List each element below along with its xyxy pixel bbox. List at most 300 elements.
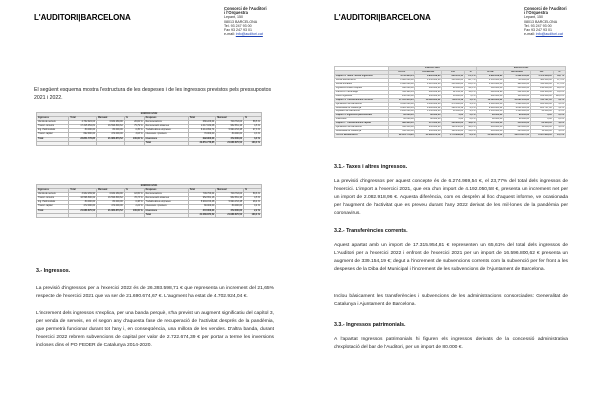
table-cell: 9.001.003,62	[504, 106, 531, 110]
table-cell: 692.900,00	[69, 133, 97, 137]
table-cell: 2,24 %	[124, 205, 144, 209]
table-cell: 21.080.870,52	[97, 209, 125, 213]
table-cell: 719.154,19	[442, 98, 465, 102]
table-cell: 4,3 %	[464, 98, 476, 102]
org-line: Lepant, 150	[224, 15, 243, 20]
table-cell: Ing. Patrimonials	[37, 201, 69, 205]
column-header: ANTERIOR	[504, 70, 531, 74]
table-cell: Remuneració sistemes	[144, 125, 188, 129]
column-header: Total	[188, 117, 216, 121]
table-cell: 350.000,00	[504, 86, 531, 90]
table-cell: 16.081.003,62	[504, 98, 531, 102]
table-cell: 730.000,00	[504, 78, 531, 82]
table-cell: 11.000,00	[530, 126, 553, 130]
table-cell: 80.000,00	[97, 129, 125, 133]
table-cell: 80.000,00	[504, 114, 531, 118]
table-cell: 59,7 %	[553, 74, 565, 78]
table-cell: 5.994.153,48	[188, 201, 216, 205]
table-cell: 22.851.778,85	[388, 134, 415, 138]
org-line: i l'Orquestra	[524, 10, 548, 16]
table-cell: 330.000,00	[442, 78, 465, 82]
table-cell: 472.000,00	[97, 205, 125, 209]
table-cell: Remuneracions	[144, 193, 188, 197]
org-address-block	[224, 7, 298, 36]
table-cell: 80.000,00	[388, 114, 415, 118]
table-cell: 1.510.000,00	[415, 82, 442, 86]
table-cell: Total	[144, 213, 188, 217]
table-cell: Remuneració sistemes	[144, 197, 188, 201]
table-cell: 57,5 %	[553, 78, 565, 82]
column-header: Mensual	[97, 189, 125, 193]
budget-table-2021	[36, 184, 262, 218]
table-cell: 4,3 %	[464, 106, 476, 110]
table-cell: 210.000,00	[530, 86, 553, 90]
table-cell: 2,2 %	[244, 209, 262, 213]
table-cell: 100,00 %	[124, 209, 144, 213]
table-cell: 420.000,00	[530, 78, 553, 82]
column-header: Mensual	[216, 117, 244, 121]
table-cell: 14,3 %	[464, 86, 476, 90]
table-cell: 4,5 %	[244, 125, 262, 129]
paragraph: A l'apartat Ingressos patrimonials hi figuren els ingressos derivats de la concessió administrativa d'explotació del bar de l'Auditori, per un import de 80.000 €.	[334, 337, 568, 351]
table-cell: 10,5 %	[553, 134, 565, 138]
table-cell: Total	[37, 209, 69, 213]
table-cell: Generalitat de Catalunya	[335, 106, 389, 110]
table-cell: 450.000,00	[504, 122, 531, 126]
table-cell: 28,4 %	[244, 201, 262, 205]
table-cell: 952.651,16	[216, 197, 244, 201]
table-cell: 58,5 %	[244, 121, 262, 125]
column-header: CH.	[442, 70, 465, 74]
table-cell: Interessos i préstecs	[144, 205, 188, 209]
table-cell: Patrocini i mecenatge	[335, 90, 389, 94]
table-cell: 7,8 %	[464, 94, 476, 98]
table-cell: 4,5 %	[553, 110, 565, 114]
org-email-line	[224, 32, 298, 36]
column-header: Total	[69, 117, 97, 121]
table-cell: 21.080.870,52	[188, 213, 216, 217]
table-cell: Ingressos cessió d'espais	[335, 86, 389, 90]
table-cell: Capítol 4. Transferències corrents	[335, 98, 389, 102]
table-cell: 42,6 %	[464, 126, 476, 130]
table-cell: 16.596.800,62	[69, 197, 97, 201]
table-cell: 560.000,00	[477, 86, 504, 90]
table-cell: 80.000,00	[442, 86, 465, 90]
table-cell: 312.003,90	[504, 90, 531, 94]
table-cell: 57,3 %	[553, 82, 565, 86]
table-cell: 1.510.000,00	[477, 82, 504, 86]
table-cell: 250.000,00	[388, 94, 415, 98]
table-cell: 1.150.000,00	[477, 78, 504, 82]
column-header: Total	[69, 189, 97, 193]
table-cell: 1.770.908,33	[442, 134, 465, 138]
table-cell: 225.000,00	[504, 126, 531, 130]
table-cell: 80.000,00	[504, 118, 531, 122]
table-cell: Capítol 7. Transferències capital	[335, 122, 389, 126]
table-cell: Diputació de Barcelona	[335, 110, 389, 114]
table-group-row	[335, 134, 566, 138]
table-cell: 236.000,00	[415, 130, 442, 134]
table-cell: 6.160.000,00	[477, 102, 504, 106]
table-cell	[97, 141, 125, 145]
table-row	[37, 213, 262, 217]
table-cell	[69, 213, 97, 217]
table-cell: 78,73 %	[124, 197, 144, 201]
table-cell: 472.000,00	[97, 133, 125, 137]
paragraph: La previsió d'ingressos per a l'exercici 2022 és de 26.393.598,71 € que representa un increment del 21,65% respecte de l'exercici 2021 que va ser de 21.690.674,67 €. L'augment ha estat de 4.702.924,04 €.	[36, 286, 274, 300]
table-cell: 80.000,00	[97, 201, 125, 205]
table-cell: 16.596.800,62	[97, 197, 125, 201]
column-header: %	[553, 70, 565, 74]
table-cell: 952.651,16	[216, 125, 244, 129]
table-cell: 100.450,00	[442, 126, 465, 130]
table-cell: 225.000,00	[504, 130, 531, 134]
table-cell: 3,0 %	[244, 137, 262, 141]
table-cell: 52.654,14	[442, 90, 465, 94]
table-cell: 472.000,00	[216, 209, 244, 213]
table-cell: 1.150.000,00	[415, 110, 442, 114]
table-cell: 236.000,00	[477, 126, 504, 130]
table-cell: Ajuntament de Barcelona	[335, 126, 389, 130]
table-cell: 3.932.269,90	[477, 74, 504, 78]
table-title: EXERCICI 2021	[37, 185, 262, 189]
table-cell: 23,2 %	[464, 82, 476, 86]
table-cell: 80.000,00	[477, 118, 504, 122]
table-cell: 1.150.000,00	[415, 78, 442, 82]
section-title: 3.- Ingressos.	[36, 268, 71, 274]
table-cell: 3,03 %	[124, 133, 144, 137]
table-cell: 472.000,00	[415, 122, 442, 126]
table-cell: 120.450,00	[442, 130, 465, 134]
table-cell: 16.596.800,62	[477, 98, 504, 102]
table-cell	[37, 141, 69, 145]
table-cell: 6.430.000,00	[388, 102, 415, 106]
table-cell: 515.797,00	[530, 98, 553, 102]
table-cell: 168.266,00	[530, 90, 553, 94]
org-email-line	[524, 32, 598, 36]
table-cell: 5.994.153,48	[216, 129, 244, 133]
table-cell: 59,6 %	[244, 193, 262, 197]
table-cell: Venda abonaments	[335, 78, 389, 82]
table-cell: 285.797,00	[530, 106, 553, 110]
column-header: %	[244, 117, 262, 121]
table-cell: Ing. Patrimonials	[37, 129, 69, 133]
org-line: Consorci de l'Auditori	[524, 6, 567, 11]
table-cell: 532.924,04	[388, 90, 415, 94]
org-line: Tel. 93 247 93 00	[524, 23, 552, 28]
table-cell: 5.980.000,00	[504, 102, 531, 106]
email-label: e-mail:	[524, 32, 535, 37]
table-cell: 232.000,00	[415, 94, 442, 98]
table-cell: 16.596.800,62	[97, 125, 125, 129]
table-cell: Altres ingressos	[335, 94, 389, 98]
column-header: %	[244, 189, 262, 193]
table-cell: Interessos	[335, 118, 389, 122]
table-cell: 952.651,16	[188, 197, 216, 201]
column-header: ANTERIOR	[415, 70, 442, 74]
table-cell: 4,9 %	[553, 122, 565, 126]
table-cell: 0,00	[442, 118, 465, 122]
table-cell: 1.480.000,00	[388, 78, 415, 82]
table-cell: 830.654,14	[442, 74, 465, 78]
table-cell: 1.200.000,00	[388, 110, 415, 114]
table-cell: Generalitat de Catalunya	[335, 130, 389, 134]
table-cell: 4,9 %	[553, 126, 565, 130]
column-header: Mensual	[216, 189, 244, 193]
table-cell: 180.000,00	[530, 102, 553, 106]
table-cell: 20,84 %	[124, 121, 144, 125]
table-cell: Total	[37, 137, 69, 141]
table-cell: 11,0 %	[464, 90, 476, 94]
logo: L'AUDITORI|BARCELONA	[34, 13, 131, 22]
table-cell	[37, 213, 69, 217]
table-cell: 232.000,00	[477, 94, 504, 98]
table-cell: 17.315.954,81	[69, 125, 97, 129]
table-cell: 53,9 %	[553, 90, 565, 94]
table-cell: 21.080.870,52	[216, 213, 244, 217]
column-header: %	[124, 189, 144, 193]
org-line: 08013 BARCELONA	[524, 19, 558, 24]
paragraph: Inclou bàsicament les transferències i subvencions de les administracions consorciades: Generalitat de Catalunya i Ajuntament de Barcelona.	[334, 294, 568, 308]
table-cell: 709.763,04	[216, 121, 244, 125]
table-cell: 0,0 %	[553, 118, 565, 122]
org-line: Consorci de l'Auditori	[224, 6, 267, 11]
table-cell: 80.000,00	[415, 114, 442, 118]
table-cell: 550.000,00	[530, 82, 553, 86]
table-cell: 1.860.000,00	[388, 82, 415, 86]
table-cell: 0,00	[530, 118, 553, 122]
table-cell: 960.000,00	[504, 82, 531, 86]
table-cell: 17.315.954,81	[388, 98, 415, 102]
table-cell: 236.000,00	[477, 130, 504, 134]
table-cell: 0,4 %	[244, 205, 262, 209]
email-label: e-mail:	[224, 32, 235, 37]
table-cell: Venda de serveis	[37, 121, 69, 125]
table-cell: 336.450,00	[388, 126, 415, 130]
logo: L'AUDITORI|BARCELONA	[334, 13, 431, 22]
table-cell: 270.000,00	[442, 102, 465, 106]
table-cell: 80.000,00	[388, 118, 415, 122]
table-cell: Capítol 5. Ingressos patrimonials	[335, 114, 389, 118]
table-cell: Treballs altres empreses	[144, 201, 188, 205]
org-line: 08013 BARCELONA	[224, 19, 258, 24]
table-cell: 21.080.870,52	[69, 209, 97, 213]
table-cell: Venda de serveis	[37, 193, 69, 197]
table-cell: 16.596.800,62	[415, 98, 442, 102]
table-cell: 51,0 %	[464, 130, 476, 134]
org-line: Fax 93 247 93 01	[524, 28, 552, 33]
table-cell: 21.080.870,52	[477, 134, 504, 138]
column-header: %	[124, 117, 144, 121]
table-cell	[124, 213, 144, 217]
table-cell: 1.150.000,00	[477, 110, 504, 114]
column-header: Ingressos	[37, 189, 69, 193]
table-cell: 709.763,04	[216, 193, 244, 197]
table-cell: 220.900,00	[442, 122, 465, 126]
table-cell: 6.214.092,74	[188, 129, 216, 133]
paragraph: L'increment dels ingressos s'explica, per una banda perquè, s'ha previst un augment significatiu del capítol 3, per venda de serveis, en el segon any d'aquesta fase de recuperació de l'activitat després de la pandèmia, que permetrà funcionar durant tot l'any i, en conseqüència, una millora de les vendes. D'altra banda, durant l'exercici 2022 rebrem subvencions de capital per valor de 2.722.674,39 € per portar a terme les inversions incloses dins el PO FEDER de Catalunya 2014-2020.	[36, 311, 274, 349]
table-cell: 27,3 %	[244, 129, 262, 133]
table-cell: 472.000,00	[216, 137, 244, 141]
table-cell: 8,4 %	[464, 134, 476, 138]
table-cell: 100,0 %	[244, 141, 262, 145]
column-header: TOTAL	[477, 70, 504, 74]
table-cell: Remuneracions	[144, 121, 188, 125]
table-cell: 709.763,04	[188, 193, 216, 197]
table-cell: 472.000,00	[477, 122, 504, 126]
table-cell: 22.000,00	[530, 122, 553, 126]
table-cell: 50.000,00	[530, 110, 553, 114]
table-cell: 60,0 %	[553, 86, 565, 90]
table-cell: 236.000,00	[415, 126, 442, 130]
table-cell: 80.000,00	[69, 129, 97, 133]
table-cell: 3.932.269,90	[69, 193, 97, 197]
table-cell: 0,38 %	[124, 201, 144, 205]
table-cell: 6.160.000,00	[415, 102, 442, 106]
year-header: Exercici 2021	[477, 67, 566, 71]
table-cell: 480.269,90	[477, 90, 504, 94]
table-cell: 21,1 %	[464, 74, 476, 78]
column-header: Despeses	[144, 189, 188, 193]
table-cell: Treballs altres empreses	[144, 129, 188, 133]
table-cell: TOTAL INGRESSOS	[335, 134, 389, 138]
column-header: TOTAL	[388, 70, 415, 74]
table-cell: 46,8 %	[464, 122, 476, 126]
table-cell: 75,79 %	[124, 125, 144, 129]
table-cell: 4.762.924,04	[388, 74, 415, 78]
table-cell: 2.007.863,00	[530, 134, 553, 138]
table-cell	[124, 141, 144, 145]
table-cell: 80.000,00	[216, 133, 244, 137]
org-line: Fax 93 247 93 01	[224, 28, 252, 33]
org-address-block	[524, 7, 598, 36]
table-cell: 3,0 %	[553, 102, 565, 106]
table-cell: 0,00	[442, 114, 465, 118]
table-cell: 28,7 %	[464, 78, 476, 82]
intro-paragraph: El següent esquema mostra l'estructura de les despeses i de les ingressos previstos pels pressupostos 2021 i 2022.	[34, 87, 272, 101]
table-cell: 9.286.800,62	[415, 106, 442, 110]
table-cell: 80.000,00	[69, 201, 97, 205]
table-cell: 2.462.003,90	[504, 74, 531, 78]
table-cell: Transf. capital	[37, 205, 69, 209]
table-cell: 3,2 %	[553, 98, 565, 102]
table-cell: Transf. corrents	[37, 197, 69, 201]
table-cell: 19.073.007,52	[504, 134, 531, 138]
table-cell: 0,3 %	[244, 133, 262, 137]
table-cell: 80.000,00	[477, 114, 504, 118]
table-cell: Total	[144, 141, 188, 145]
table-cell: 3.932.269,90	[97, 193, 125, 197]
column-header: Total	[188, 189, 216, 193]
table-cell: Transf. capital	[37, 133, 69, 137]
table-cell: 9.286.800,62	[477, 106, 504, 110]
table-cell: 1.100.000,00	[504, 110, 531, 114]
table-cell: 80.000,00	[216, 205, 244, 209]
table-cell: 9.685.954,81	[388, 106, 415, 110]
table-cell: 0,0 %	[553, 114, 565, 118]
org-line: Lepant, 150	[524, 15, 543, 20]
table-cell: 560.000,00	[415, 86, 442, 90]
table-cell: 22.851.778,85	[188, 141, 216, 145]
table-cell: 70.000,00	[188, 133, 216, 137]
table-cell: 3.932.269,90	[97, 121, 125, 125]
table-cell: 480.269,90	[415, 90, 442, 94]
table-cell: 0,00	[530, 114, 553, 118]
paragraph: Aquest apartat amb un import de 17.315.954,81 € representen un 65,61% del total dels ingressos de L'Auditori per a l'exercici 2022 i enfront de l'exercici 2021 per un import de 16.596.800,62 € presenta un augment de 339.154,19 €; degut a l'increment de subvencions corrents com la subvenció per fer front a les despeses de la Diba del Municipal i l'increment de les subvencions de l'Ajuntament de Barcelona.	[334, 243, 568, 273]
table-cell: 4.762.924,04	[69, 121, 97, 125]
budget-table-2022	[36, 112, 262, 146]
table-row	[37, 141, 262, 145]
table-cell: 1.017.032,08	[188, 125, 216, 129]
table-cell: 1.470.266,00	[530, 74, 553, 78]
table-cell	[97, 213, 125, 217]
table-cell: 110.000,00	[504, 94, 531, 98]
income-detail-table	[334, 66, 566, 138]
table-cell: 80.000,00	[188, 205, 216, 209]
table-cell: 3.932.269,90	[415, 74, 442, 78]
table-cell: 4,4 %	[464, 102, 476, 106]
table-cell: 100,0 %	[244, 213, 262, 217]
table-cell: 472.000,00	[188, 209, 216, 213]
table-cell: 3,2 %	[553, 106, 565, 110]
table-cell: Inversions	[144, 209, 188, 213]
table-cell: 50.000,00	[442, 110, 465, 114]
column-header: %	[464, 70, 476, 74]
table-cell: 472.000,00	[69, 205, 97, 209]
table-cell: 4,9 %	[553, 130, 565, 134]
paragraph: La previsió d'ingressos per aquest concepte és de 6.274.969,54 €, el 23,77% del total dels ingressos de l'exercici. L'import a l'exercici 2021, que era d'un import de 4.192.050,58 €, presenta un increment net per un import de 2.082.918,96 €. Aquesta diferència, com es desprèn al lloc d'aquest informe, ve ocasionada per l'augment de l'activitat que es preveu durant l'any 2022 derivat de les mil·lones de la pandèmia per coronavirus.	[334, 179, 568, 217]
table-cell: 356.450,00	[388, 130, 415, 134]
table-cell: 18,65 %	[124, 193, 144, 197]
table-cell: 5.994.153,48	[216, 201, 244, 205]
table-cell: 18.000,00	[442, 94, 465, 98]
table-cell: Venda entrades	[335, 82, 389, 86]
section-title: 3.3.- Ingressos patrimonials.	[334, 322, 406, 328]
table-cell: 350.000,00	[442, 82, 465, 86]
year-header: Exercici 2022	[388, 67, 477, 71]
column-header: CH.	[530, 70, 553, 74]
email-link[interactable]: info@auditori.cat	[235, 32, 263, 37]
table-title: EXERCICI 2022	[37, 113, 262, 117]
table-cell: Interessos i préstecs	[144, 133, 188, 137]
table-cell: 0,35 %	[124, 129, 144, 133]
section-title: 3.2.- Transferències corrents.	[334, 228, 408, 234]
table-cell: 110,9 %	[553, 94, 565, 98]
table-cell: 122.000,00	[530, 94, 553, 98]
table-cell: 399.154,19	[442, 106, 465, 110]
org-line: Tel. 93 247 93 00	[224, 23, 252, 28]
table-cell: Inversions	[144, 137, 188, 141]
table-cell: 640.000,00	[388, 86, 415, 90]
column-header: Mensual	[97, 117, 125, 121]
table-cell: 692.900,00	[388, 122, 415, 126]
table-cell: 4,3 %	[464, 110, 476, 114]
table-cell	[69, 141, 97, 145]
table-cell: Capítol 3. Taxes i altres ingressos	[335, 74, 389, 78]
table-cell: 4,5 %	[244, 197, 262, 201]
email-link[interactable]: info@auditori.cat	[535, 32, 563, 37]
table-cell: Transf. corrents	[37, 125, 69, 129]
table-cell: 100,00 %	[124, 137, 144, 141]
table-cell: 21.080.870,52	[97, 137, 125, 141]
table-cell: 22.851.778,85	[69, 137, 97, 141]
table-cell: 680.223,04	[188, 121, 216, 125]
column-header: Ingressos	[37, 117, 69, 121]
table-cell: 11.000,00	[530, 130, 553, 134]
table-cell: Ajuntament de Barcelona	[335, 102, 389, 106]
column-header: Despeses	[144, 117, 188, 121]
org-line: i l'Orquestra	[224, 10, 248, 16]
